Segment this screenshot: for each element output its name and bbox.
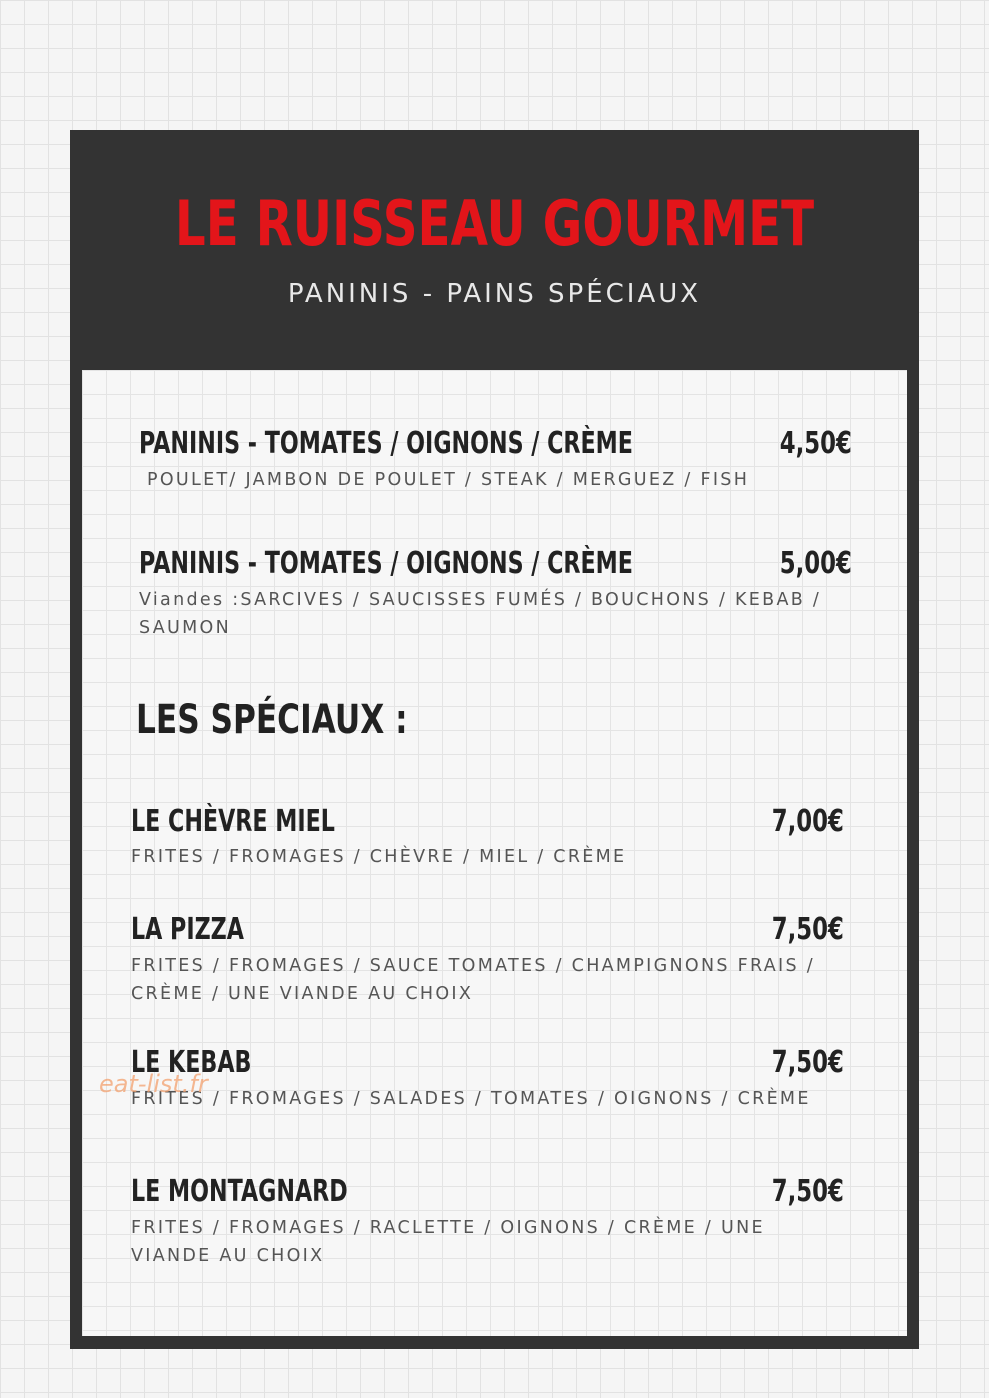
panini-2-price: 5,00€ [779, 546, 852, 581]
special-pizza-name: LA PIZZA [131, 912, 244, 947]
special-kebab-price: 7,50€ [771, 1045, 844, 1080]
special-montagnard-name: LE MONTAGNARD [131, 1174, 348, 1209]
special-chevre-miel-name: LE CHÈVRE MIEL [131, 804, 335, 839]
special-montagnard-price: 7,50€ [771, 1174, 844, 1209]
watermark-text: eat-list.fr [99, 1070, 208, 1098]
restaurant-title: LE RUISSEAU GOURMET [174, 187, 815, 260]
panini-1-price: 4,50€ [779, 426, 852, 461]
panini-2-description: Viandes :SARCIVES / SAUCISSES FUMÉS / BOUCHONS / KEBAB / SAUMON [139, 590, 822, 638]
special-kebab-description: FRITES / FROMAGES / SALADES / TOMATES / OIGNONS / CRÈME [131, 1089, 811, 1109]
panini-1-description: POULET/ JAMBON DE POULET / STEAK / MERGUEZ / FISH [147, 470, 750, 490]
specials-section-title: LES SPÉCIAUX : [136, 697, 408, 743]
menu-subtitle: PANINIS - PAINS SPÉCIAUX [287, 279, 702, 309]
panini-2-name: PANINIS - TOMATES / OIGNONS / CRÈME [139, 546, 633, 581]
special-montagnard-description: FRITES / FROMAGES / RACLETTE / OIGNONS / CRÈME / UNE VIANDE AU CHOIX [131, 1218, 765, 1266]
panini-1-name: PANINIS - TOMATES / OIGNONS / CRÈME [139, 426, 633, 461]
special-pizza-description: FRITES / FROMAGES / SAUCE TOMATES / CHAMPIGNONS FRAIS / CRÈME / UNE VIANDE AU CHOIX [131, 956, 815, 1004]
special-kebab-name: LE KEBAB [131, 1045, 252, 1080]
special-chevre-miel-price: 7,00€ [771, 804, 844, 839]
special-pizza-price: 7,50€ [771, 912, 844, 947]
special-chevre-miel-description: FRITES / FROMAGES / CHÈVRE / MIEL / CRÈME [131, 847, 627, 867]
